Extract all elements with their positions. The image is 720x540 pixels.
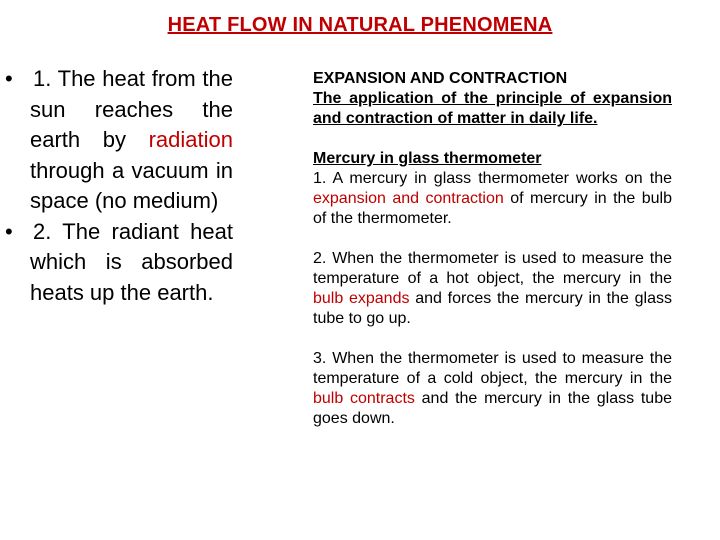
bullet-item [5, 64, 233, 217]
bullet-marker: • [5, 66, 13, 91]
section-intro: The application of the principle of expansion and contraction of matter in daily life. [313, 90, 672, 127]
paragraph-2: 2. When the thermometer is used to measure the temperature of a hot object, the mercury in the bulb expands and forces the mercury in the glass tube to go up. [313, 250, 673, 327]
bullet-marker: • [5, 218, 13, 244]
section-heading: EXPANSION AND CONTRACTION [313, 70, 568, 87]
paragraph-3: 3. When the thermometer is used to measure the temperature of a cold object, the mercury in the bulb contracts and the mercury in the glass tube goes down. [313, 350, 672, 427]
bullet-text: 2. The radiant heat which is absorbed heats up the earth. [30, 218, 233, 305]
subheading: Mercury in glass thermometer [313, 150, 542, 167]
bullet-text: 1. The heat from the sun reaches the earth by radiation through a vacuum in space (no medium) [30, 66, 233, 213]
page-title: HEAT FLOW IN NATURAL PHENOMENA [167, 14, 553, 36]
paragraph-1: 1. A mercury in glass thermometer works on the expansion and contraction of mercury in the bulb of the thermometer. [313, 170, 673, 227]
left-column [5, 64, 233, 308]
bullet-item [5, 217, 233, 309]
right-column [313, 69, 672, 429]
